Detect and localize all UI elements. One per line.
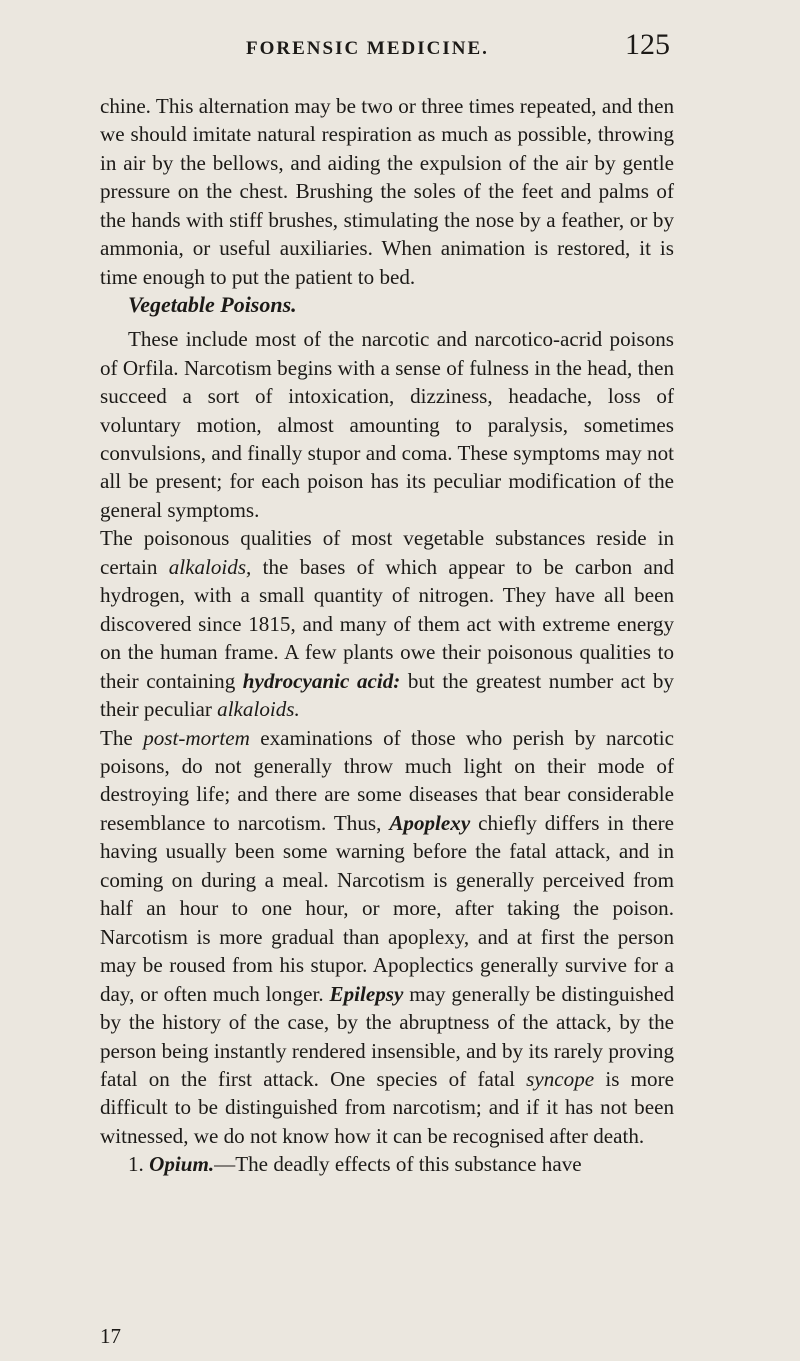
emphasis-apoplexy: Apoplexy <box>389 810 471 835</box>
paragraph-continuation: chine. This alternation may be two or three times repeated, and then we should imitate natural respiration as much as possible, throwing in air by the bellows, and aiding the expulsion of the air by gentle pressure on the chest. Brushing the soles of the feet and palms of the hands with stiff brushes, stimulating the nose by a feather, or by ammonia, or useful auxiliaries. When animation is restored, it is time enough to put the patient to bed. <box>100 94 674 289</box>
running-head: FORENSIC MEDICINE. <box>246 38 489 59</box>
emphasis-alkaloids-2: alkaloids. <box>217 697 300 722</box>
text-run: examinations of those who perish by narcotic poisons, do not generally throw much light on their mode of destroying life; and there are some diseases that bear considerable resemblance to narcotism. Thus, <box>100 725 674 835</box>
text-run: the bases of which appear to be carbon and hydrogen, with a small quantity of nitrogen. They have all been discovered since 1815, and many of them act with extreme energy on the human frame. A few plants owe their poisonous qualities to their containing <box>100 554 674 693</box>
emphasis-epilepsy: Epilepsy <box>329 981 404 1006</box>
emphasis-opium: Opium. <box>149 1152 215 1177</box>
paragraph-alkaloids <box>100 524 674 723</box>
text-run: may generally be distinguished by the history of the case, by the abruptness of the attack, by the person being instantly rendered insensible, and by its rarely proving fatal on the first attack. One species of fatal <box>100 981 675 1091</box>
text-run: —The deadly effects of this substance have <box>214 1152 582 1177</box>
section-heading: Vegetable Poisons. <box>128 292 297 318</box>
signature-mark: 17 <box>100 1324 121 1348</box>
emphasis-post-mortem: post-mortem <box>143 725 250 750</box>
paragraph-opium <box>100 1150 674 1178</box>
paragraph-post-mortem <box>100 724 674 1151</box>
text-run: chiefly differs in there having usually been some warning before the fatal attack, and in coming on during a meal. Narcotism is generally perceived from half an hour to one hour, or more, after taking the poison. Narcotism is more gradual than apoplexy, and at first the person may be roused from his stupor. Apoplectics generally survive for a day, or often much longer. <box>100 810 674 1006</box>
page-body <box>100 92 674 1179</box>
text-run: The poisonous qualities of most vegetable substances reside in certain <box>100 526 674 579</box>
item-number: 1. <box>128 1152 150 1177</box>
page-number: 125 <box>625 28 670 61</box>
emphasis-alkaloids: alkaloids, <box>168 554 252 579</box>
text-run: The <box>100 725 144 750</box>
paragraph-vegetable-poisons: These include most of the narcotic and narcotico-acrid poisons of Orfila. Narcotism begins with a sense of fulness in the head, then succeed a sort of intoxication, dizziness, headache, loss of voluntary motion, almost amounting to paralysis, sometimes convulsions, and finally stupor and coma. These symptoms may not all be present; for each poison has its peculiar modification of the general symptoms. <box>100 327 674 522</box>
text-run: but the greatest number act by their peculiar <box>100 668 674 722</box>
emphasis-hydrocyanic-acid: hydrocyanic acid: <box>242 668 401 693</box>
text-run: is more difficult to be distinguished from narcotism; and if it has not been witnessed, we do not know how it can be recognised after death. <box>100 1066 674 1148</box>
emphasis-syncope: syncope <box>526 1066 595 1091</box>
page-header <box>0 26 800 66</box>
